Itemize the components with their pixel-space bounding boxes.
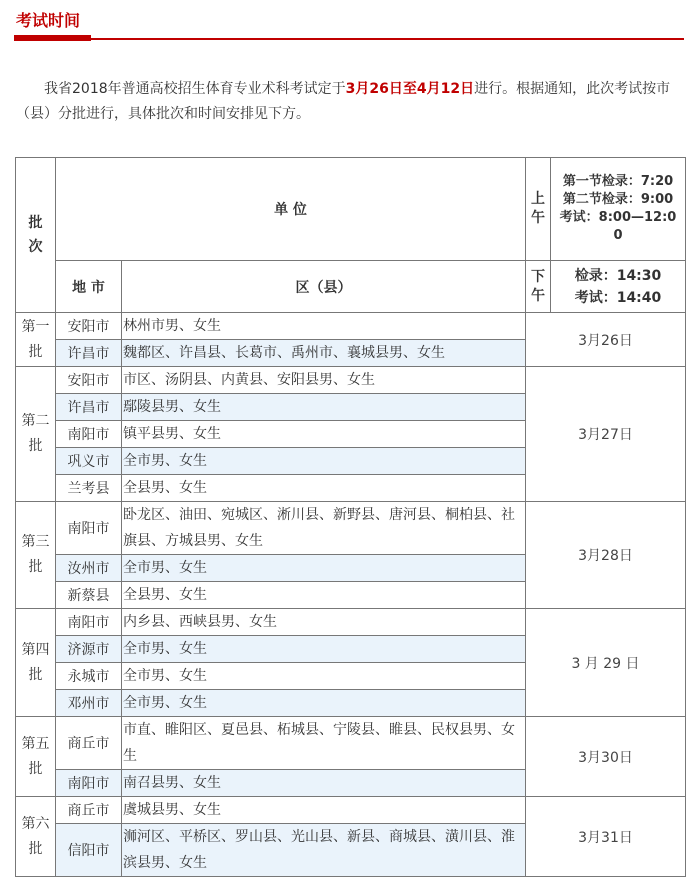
city-cell: 邓州市 [56, 690, 122, 717]
afternoon-times [551, 261, 686, 313]
area-cell: 林州市男、女生 [122, 313, 526, 340]
city-cell: 许昌市 [56, 394, 122, 421]
table-row [16, 609, 686, 636]
area-cell: 全市男、女生 [122, 663, 526, 690]
area-cell: 全县男、女生 [122, 582, 526, 609]
morning-times [551, 158, 686, 261]
city-cell: 南阳市 [56, 609, 122, 636]
afternoon-time-1: 检录：14:30 [574, 267, 662, 284]
area-cell: 鄢陵县男、女生 [122, 394, 526, 421]
batch-date: 3月27日 [526, 367, 686, 502]
city-cell: 许昌市 [56, 340, 122, 367]
city-cell: 济源市 [56, 636, 122, 663]
batch-header: 批次 [16, 158, 56, 313]
batch-date: 3月31日 [526, 797, 686, 877]
heading-underline [14, 38, 684, 40]
intro-paragraph [16, 77, 682, 127]
area-cell: 全县男、女生 [122, 475, 526, 502]
city-cell: 永城市 [56, 663, 122, 690]
batch-name: 第五批 [16, 717, 56, 797]
batch-date: 3月26日 [526, 313, 686, 367]
batch-date: 3 月 29 日 [526, 609, 686, 717]
table-row [16, 502, 686, 555]
intro-date-range: 3月26日至4月12日 [345, 81, 475, 97]
heading-accent-bar [14, 35, 91, 41]
batch-name: 第三批 [16, 502, 56, 609]
morning-label: 上午 [526, 158, 551, 261]
batch-name: 第四批 [16, 609, 56, 717]
batch-name: 第二批 [16, 367, 56, 502]
batch-date: 3月30日 [526, 717, 686, 797]
city-cell: 信阳市 [56, 824, 122, 877]
city-cell: 南阳市 [56, 770, 122, 797]
intro-text-before: 我省2018年普通高校招生体育专业术科考试定于 [44, 81, 346, 97]
afternoon-label: 下午 [526, 261, 551, 313]
city-cell: 商丘市 [56, 717, 122, 770]
intro-text-after: 进行。根据通知，此次考试按市（县）分批进行，具体批次和时间安排见下方。 [16, 81, 671, 122]
area-cell: 魏都区、许昌县、长葛市、禹州市、襄城县男、女生 [122, 340, 526, 367]
table-row [16, 797, 686, 824]
area-header: 区（县） [122, 261, 526, 313]
city-cell: 南阳市 [56, 421, 122, 448]
batch-name: 第六批 [16, 797, 56, 877]
city-cell: 安阳市 [56, 367, 122, 394]
city-cell: 新蔡县 [56, 582, 122, 609]
city-cell: 南阳市 [56, 502, 122, 555]
city-cell: 汝州市 [56, 555, 122, 582]
section-heading: 考试时间 [16, 11, 81, 30]
area-cell: 全市男、女生 [122, 636, 526, 663]
city-cell: 安阳市 [56, 313, 122, 340]
morning-time-1: 第一节检录：7:20 [562, 174, 674, 189]
area-cell: 南召县男、女生 [122, 770, 526, 797]
exam-schedule-table [15, 157, 686, 877]
batch-name: 第一批 [16, 313, 56, 367]
area-cell: 虞城县男、女生 [122, 797, 526, 824]
morning-time-3: 考试：8:00—12:00 [559, 210, 677, 243]
table-row [16, 367, 686, 394]
city-cell: 商丘市 [56, 797, 122, 824]
area-cell: 卧龙区、油田、宛城区、淅川县、新野县、唐河县、桐柏县、社旗县、方城县男、女生 [122, 502, 526, 555]
city-cell: 兰考县 [56, 475, 122, 502]
batch-date: 3月28日 [526, 502, 686, 609]
table-row [16, 313, 686, 340]
city-header: 地 市 [56, 261, 122, 313]
unit-header: 单 位 [56, 158, 526, 261]
area-cell: 内乡县、西峡县男、女生 [122, 609, 526, 636]
area-cell: 全市男、女生 [122, 448, 526, 475]
area-cell: 市区、汤阴县、内黄县、安阳县男、女生 [122, 367, 526, 394]
area-cell: 全市男、女生 [122, 690, 526, 717]
area-cell: 浉河区、平桥区、罗山县、光山县、新县、商城县、潢川县、淮滨县男、女生 [122, 824, 526, 877]
area-cell: 全市男、女生 [122, 555, 526, 582]
area-cell: 镇平县男、女生 [122, 421, 526, 448]
area-cell: 市直、睢阳区、夏邑县、柘城县、宁陵县、睢县、民权县男、女生 [122, 717, 526, 770]
morning-time-2: 第二节检录：9:00 [562, 192, 674, 207]
table-row [16, 717, 686, 770]
afternoon-time-2: 考试：14:40 [574, 289, 662, 306]
city-cell: 巩义市 [56, 448, 122, 475]
